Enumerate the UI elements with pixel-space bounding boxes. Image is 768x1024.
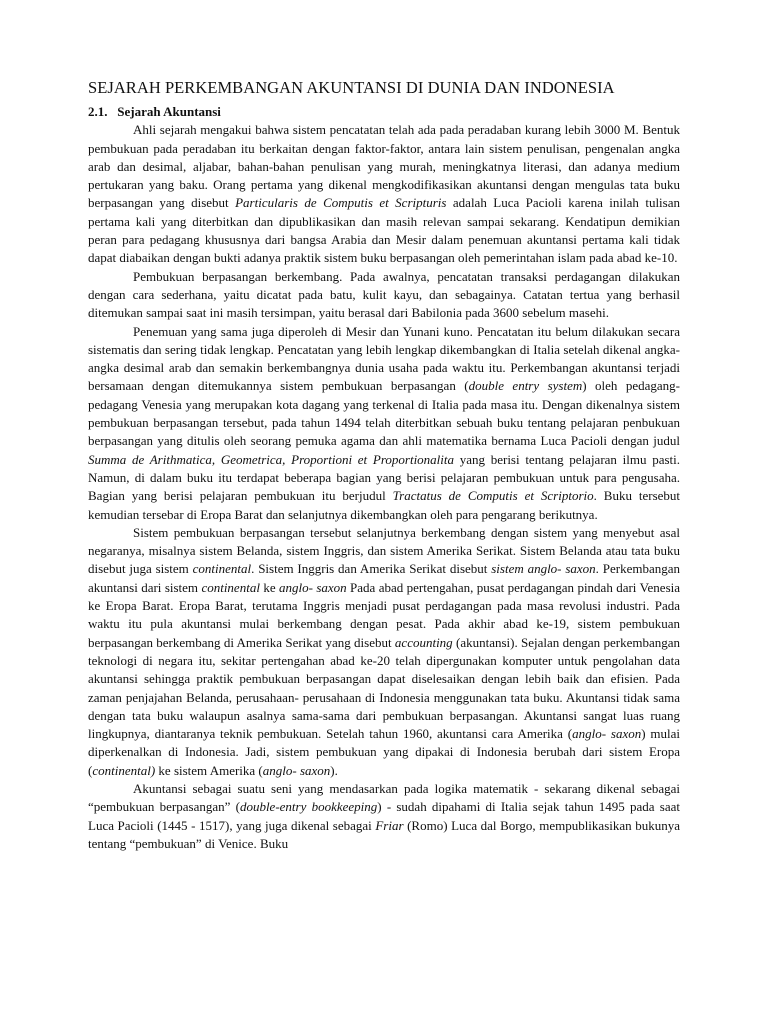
paragraph-3: Penemuan yang sama juga diperoleh di Mesir dan Yunani kuno. Pencatatan itu belum dilakukan secara sistematis dan sering tidak lengkap. Pencatatan yang lebih lengkap dikembangkan di Italia setelah dikenal angka- angka desimal arab dan semakin berkembangnya dunia usaha pada waktu itu. Perkembangan akuntansi terjadi bersamaan dengan ditemukannya sistem pembukuan berpasangan (double entry system) oleh pedagang- pedagang Venesia yang merupakan kota dagang yang terkenal di Italia pada masa itu. Dengan dikenalnya sistem pembukuan berpasangan tersebut, pada tahun 1494 telah diterbitkan sebuah buku tentang pelajaran penbukuan berpasangan yang ditulis oleh seorang pemuka agama dan ahli matematika bernama Luca Pacioli dengan judul Summa de Arithmatica, Geometrica, Proportioni et Proportionalita yang berisi tentang pelajaran ilmu pasti. Namun, di dalam buku itu terdapat beberapa bagian yang berisi pelajaran pembukuan untuk para pengusaha. Bagian yang berisi pelajaran pembukuan itu berjudul Tractatus de Computis et Scriptorio. Buku tersebut kemudian tersebar di Eropa Barat dan selanjutnya dikembangkan oleh para pengarang berikutnya. bbox=[88, 323, 681, 522]
document-title: SEJARAH PERKEMBANGAN AKUNTANSI DI DUNIA DAN INDONESIA bbox=[88, 78, 615, 97]
section-title: Sejarah Akuntansi bbox=[117, 104, 221, 119]
paragraph-5: Akuntansi sebagai suatu seni yang mendasarkan pada logika matematik - sekarang dikenal sebagai “pembukuan berpasangan” (double-entry bookkeeping) - sudah dipahami di Italia sejak tahun 1495 pada saat Luca Pacioli (1445 - 1517), yang juga dikenal sebagai Friar (Romo) Luca dal Borgo, mempublikasikan bukunya tentang “pembukuan” di Venice. Buku bbox=[88, 780, 680, 851]
section-number: 2.1. bbox=[88, 104, 108, 119]
section-heading bbox=[88, 103, 680, 121]
paragraph-2: Pembukuan berpasangan berkembang. Pada awalnya, pencatatan transaksi perdagangan dilakukan dengan cara sederhana, yaitu dicatat pada batu, kulit kayu, dan sebagainya. Catatan tertua yang berhasil ditemukan sampai saat ini masih tersimpan, yaitu berasal dari Babilonia pada 3600 sebelum masehi. bbox=[88, 268, 680, 321]
paragraph-1: Ahli sejarah mengakui bahwa sistem pencatatan telah ada pada peradaban kurang lebih 3000 M. Bentuk pembukuan pada peradaban itu berkaitan dengan faktor-faktor, antara lain sistem penulisan, pengenalan angka arab dan desimal, aljabar, bahan-bahan penulisan yang murah, meningkatnya literasi, dan adanya medium pertukaran yang baku. Orang pertama yang dikenal mengkodifikasikan akuntansi dengan mengulas tata buku berpasangan yang disebut Particularis de Computis et Scripturis adalah Luca Pacioli karena inilah tulisan pertama kali yang diterbitkan dan dipublikasikan dan masih relevan sampai sekarang. Kendatipun demikian peran para pedagang khususnya dari bangsa Arabia dan Mesir dalam penemuan akuntansi pertama kali tidak dapat diabaikan dengan bukti adanya praktik sistem buku berpasangan oleh pemerintahan islam pada abad ke-10. bbox=[88, 122, 680, 266]
document-page bbox=[88, 78, 680, 853]
paragraph-4: Sistem pembukuan berpasangan tersebut selanjutnya berkembang dengan sistem yang menyebut asal negaranya, misalnya sistem Belanda, sistem Inggris, dan sistem Amerika Serikat. Sistem Belanda atau tata buku disebut juga sistem continental. Sistem Inggris dan Amerika Serikat disebut sistem anglo- saxon. Perkembangan akuntansi dari sistem continental ke anglo- saxon Pada abad pertengahan, pusat perdagangan pindah dari Venesia ke Eropa Barat. Eropa Barat, terutama Inggris menjadi pusat perdagangan pada masa revolusi industri. Pada waktu itu pula akuntansi mulai berkembang dengan pesat. Pada akhir abad ke-19, sistem pembukuan berpasangan berkembang di Amerika Serikat yang disebut accounting (akuntansi). Sejalan dengan perkembangan teknologi di negara itu, sekitar pertengahan abad ke-20 telah dipergunakan komputer untuk pengolahan data akuntansi sehingga praktik pembukuan berpasangan dapat diselesaikan dengan lebih baik dan efisien. Pada zaman penjajahan Belanda, perusahaan- perusahaan di Indonesia menggunakan tata buku. Akuntansi tidak sama dengan tata buku walaupun asalnya sama-sama dari pembukuan berpasangan. Akuntansi sangat luas ruang lingkupnya, diantaranya teknik pembukuan. Setelah tahun 1960, akuntansi cara Amerika (anglo- saxon) mulai diperkenalkan di Indonesia. Jadi, sistem pembukuan yang dipakai di Indonesia berubah dari sistem Eropa (continental) ke sistem Amerika (anglo- saxon). bbox=[88, 524, 681, 778]
